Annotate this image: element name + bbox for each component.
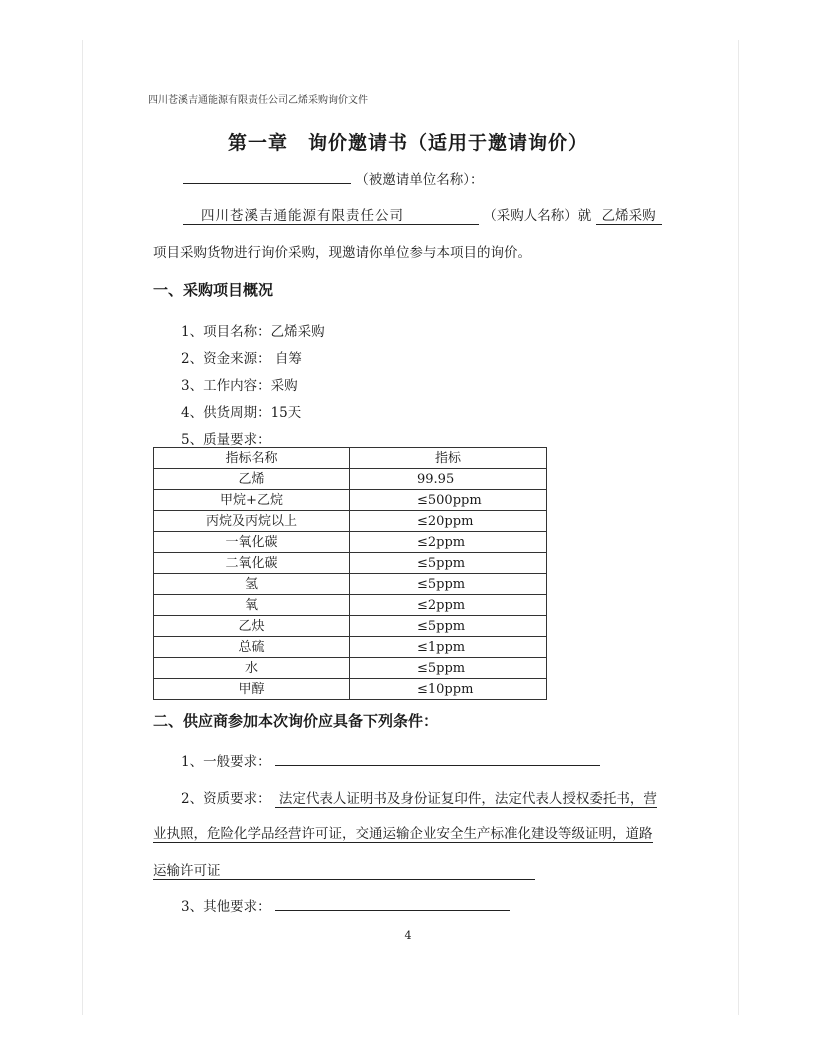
invitee-label: （被邀请单位名称）：	[355, 172, 484, 188]
general-requirement-line	[181, 750, 600, 770]
table-row	[154, 637, 547, 658]
indicator-value-cell: ≤5ppm	[350, 616, 547, 637]
indicator-value-cell: ≤1ppm	[350, 637, 547, 658]
table-row	[154, 679, 547, 700]
quality-requirement-item: 5、质量要求：	[181, 432, 271, 448]
indicator-name-cell: 氢	[154, 574, 350, 595]
indicator-value-cell: ≤5ppm	[350, 574, 547, 595]
table-row	[154, 574, 547, 595]
qualification-text-3: 运输许可证	[153, 859, 535, 880]
table-header-row	[154, 448, 547, 469]
table-row	[154, 658, 547, 679]
indicator-name-cell: 乙烯	[154, 469, 350, 490]
indicator-value-cell: ≤2ppm	[350, 532, 547, 553]
intro-line: 项目采购货物进行询价采购，现邀请你单位参与本项目的询价。	[153, 245, 531, 261]
project-name: 乙烯采购	[596, 204, 662, 225]
invitee-blank	[183, 169, 351, 184]
purchaser-line	[183, 204, 662, 225]
section2-heading: 二、供应商参加本次询价应具备下列条件：	[153, 712, 439, 730]
indicator-name-cell: 氧	[154, 595, 350, 616]
qualification-label: 2、资质要求：	[181, 791, 271, 807]
chapter-title: 第一章 询价邀请书（适用于邀请询价）	[227, 132, 588, 154]
header-cell-indicator-name: 指标名称	[154, 448, 350, 469]
quality-table	[153, 447, 547, 700]
general-requirement-blank	[275, 751, 600, 766]
purchaser-name: 四川苍溪吉通能源有限责任公司	[183, 204, 479, 225]
indicator-name-cell: 二氧化碳	[154, 553, 350, 574]
indicator-value-cell: ≤5ppm	[350, 658, 547, 679]
indicator-value-cell: ≤500ppm	[350, 490, 547, 511]
supply-period-item: 4、供货周期：15天	[181, 405, 302, 421]
other-requirement-blank	[275, 896, 510, 911]
qualification-line-3	[153, 859, 535, 880]
table-row	[154, 616, 547, 637]
indicator-name-cell: 丙烷及丙烷以上	[154, 511, 350, 532]
table-row	[154, 511, 547, 532]
table-row	[154, 553, 547, 574]
indicator-value-cell: ≤5ppm	[350, 553, 547, 574]
invitee-line	[183, 168, 484, 188]
purchaser-label: （采购人名称）就	[483, 208, 592, 224]
table-row	[154, 532, 547, 553]
qualification-line-1	[181, 787, 657, 808]
project-name-item: 1、项目名称：乙烯采购	[181, 324, 325, 340]
other-requirement-label: 3、其他要求：	[181, 899, 271, 915]
indicator-name-cell: 甲烷+乙烷	[154, 490, 350, 511]
indicator-value-cell: ≤20ppm	[350, 511, 547, 532]
table-row	[154, 469, 547, 490]
table-row	[154, 595, 547, 616]
work-content-item: 3、工作内容：采购	[181, 378, 298, 394]
funding-source-item: 2、资金来源： 自筹	[181, 351, 302, 367]
table-row	[154, 490, 547, 511]
running-header: 四川苍溪吉通能源有限责任公司乙烯采购询价文件	[148, 95, 368, 106]
header-cell-indicator: 指标	[350, 448, 547, 469]
qualification-text-2: 业执照，危险化学品经营许可证，交通运输企业安全生产标准化建设等级证明，道路	[153, 822, 653, 843]
general-requirement-label: 1、一般要求：	[181, 754, 271, 770]
qualification-text-1: 法定代表人证明书及身份证复印件，法定代表人授权委托书，营	[275, 787, 657, 808]
indicator-value-cell: ≤10ppm	[350, 679, 547, 700]
qualification-line-2	[153, 822, 653, 843]
page-number: 4	[404, 929, 412, 942]
indicator-name-cell: 总硫	[154, 637, 350, 658]
indicator-name-cell: 一氧化碳	[154, 532, 350, 553]
other-requirement-line	[181, 895, 510, 915]
indicator-name-cell: 甲醇	[154, 679, 350, 700]
section1-heading: 一、采购项目概况	[153, 281, 274, 299]
indicator-value-cell: 99.95	[350, 469, 547, 490]
indicator-value-cell: ≤2ppm	[350, 595, 547, 616]
indicator-name-cell: 水	[154, 658, 350, 679]
indicator-name-cell: 乙炔	[154, 616, 350, 637]
